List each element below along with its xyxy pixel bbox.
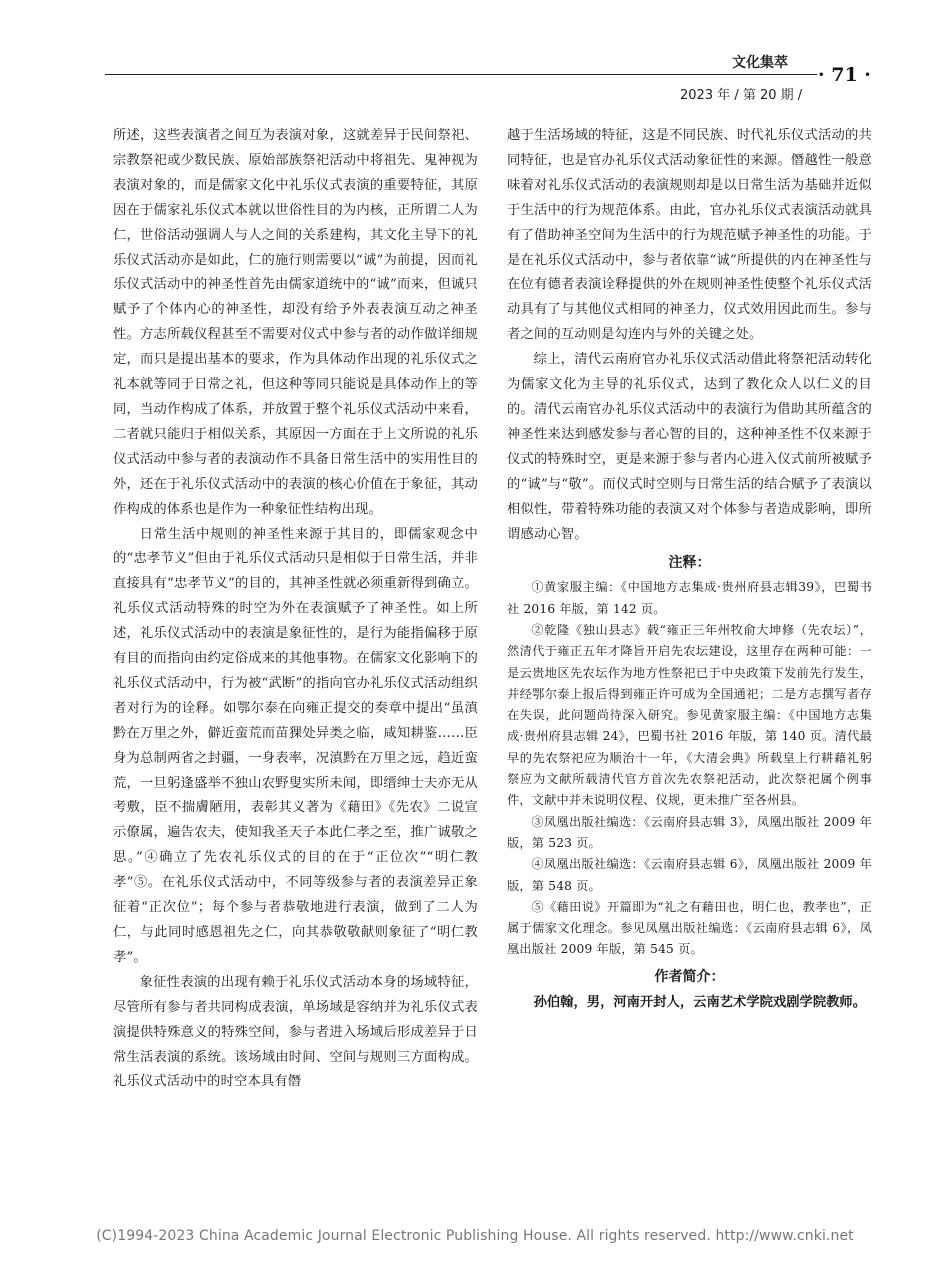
author-bio: 孙伯翰，男，河南开封人，云南艺术学院戏剧学院教师。: [533, 994, 867, 1010]
journal-name: 文化集萃: [732, 55, 788, 71]
page-header: [0, 0, 950, 110]
notes-heading: 注释：: [668, 555, 711, 572]
body-paragraph: 象征性表演的出现有赖于礼乐仪式活动本身的场域特征，尽管所有参与者共同构成表演，单场域是容纳并为礼乐仪式表演提供特殊意义的特殊空间，参与者进入场域后形成差异于日常生活表演的系统。该场域由时间、空间与规则三方面构成。礼乐仪式活动中的时空本具有僭: [113, 974, 478, 1090]
page-number: · 71 ·: [818, 64, 871, 86]
author-heading: 作者简介：: [654, 968, 725, 985]
right-column: [507, 124, 872, 1016]
copyright-footer: (C)1994-2023 China Academic Journal Electronic Publishing House. All rights reserved. http://www.cnki.net: [96, 1228, 854, 1244]
footnote-item: ⑤《藉田说》开篇即为“礼之有藉田也，明仁也，教孝也”，正属于儒家文化理念。参见凤凰出版社编选：《云南府县志辑 6》，凤凰出版社 2009 年版，第 545 页。: [507, 899, 872, 957]
left-column: [113, 124, 478, 1095]
issue-label: 2023 年 / 第 20 期 /: [680, 88, 803, 103]
footnote-item: ④凤凰出版社编选：《云南府县志辑 6》，凤凰出版社 2009 年版，第 548 页。: [507, 857, 872, 893]
body-paragraph: 越于生活场域的特征，这是不同民族、时代礼乐仪式活动的共同特征，也是官办礼乐仪式活动象征性的来源。僭越性一般意味着对礼乐仪式活动的表演规则却是以日常生活为基础并近似于生活中的行为规范体系。由此，官办礼乐仪式表演活动就具有了借助神圣空间为生活中的行为规范赋予神圣性的功能。于是在礼乐仪式活动中，参与者依靠“诚”所提供的内在神圣性与在位有德者表演诠释提供的外在规则神圣性使整个礼乐仪式活动具有了与其他仪式相同的神圣力，仪式效用因此而生。参与者之间的互动则是勾连内与外的关键之处。: [507, 128, 872, 343]
header-rule: [105, 74, 817, 75]
footnote-item: ②乾隆《独山县志》载“雍正三年州牧俞大坤修（先农坛）”，然清代于雍正五年才降旨开启先农坛建设，这里存在两种可能：一是云贵地区先农坛作为地方性祭祀已于中央政策下发前先行发生，并经鄂尔泰上报后得到雍正许可成为全国通祀；二是方志撰写者存在失误，此问题尚待深入研究。参见黄家服主编：《中国地方志集成·贵州府县志辑 24》，巴蜀书社 2016 年版，第 140 页。清代最早的先农祭祀应为顺治十一年，《大清会典》所载皇上行耕藉礼躬祭应为文献所载清代官方首次先农祭祀活动，此次祭祀属个例事件，文献中并未说明仪程、仪规，更未推广至各州县。: [507, 623, 872, 808]
body-paragraph: 日常生活中规则的神圣性来源于其目的，即儒家观念中的“忠孝节义”但由于礼乐仪式活动只是相似于日常生活，并非直接具有“忠孝节义”的目的，其神圣性就必须重新得到确立。礼乐仪式活动特殊的时空为外在表演赋予了神圣性。如上所述，礼乐仪式活动中的表演是象征性的，是行为能指偏移于原有目的而指向由约定俗成来的其他事物。在儒家文化影响下的礼乐仪式活动中，行为被“武断”的指向官办礼乐仪式活动组织者对行为的诠释。如鄂尔泰在向雍正提交的奏章中提出“虽滇黔在万里之外，僻近蛮荒而苗猓处异类之临，咸知耕鉴……臣身为总制两省之封疆，一身表率，况滇黔在万里之远，趋近蛮荒，一旦躬逢盛举不独山农野叟实所未闻，即缙绅士夫亦无从考敷，臣不揣膚陋用，表彰其义著为《藉田》《先农》二说宣示僚属，遍告农夫，使知我圣天子本此仁孝之至，推广诚敬之思。”④确立了先农礼乐仪式的目的在于“正位次”“明仁教孝”⑤。在礼乐仪式活动中，不同等级参与者的表演差异正象征着“正次位”；每个参与者恭敬地进行表演，做到了二人为仁，与此同时感恩祖先之仁，向其恭敬敬献则象征了“明仁教孝”。: [113, 526, 478, 965]
body-paragraph: 综上，清代云南府官办礼乐仪式活动借此将祭祀活动转化为儒家文化为主导的礼乐仪式，达到了教化众人以仁义的目的。清代云南官办礼乐仪式活动中的表演行为借助其所蕴含的神圣性来达到感发参与者心智的目的，这种神圣性不仅来源于仪式的特殊时空，更是来源于参与者内心进入仪式前所被赋予的“诚”与“敬”。而仪式时空则与日常生活的结合赋予了表演以相似性，带着特殊功能的表演又对个体参与者造成影响，即所谓感动心智。: [507, 352, 872, 542]
body-paragraph: 所述，这些表演者之间互为表演对象，这就差异于民间祭祀、宗教祭祀或少数民族、原始部族祭祀活动中将祖先、鬼神视为表演对象的，而是儒家文化中礼乐仪式表演的重要特征，其原因在于儒家礼乐仪式本就以世俗性目的为内核，正所谓二人为仁，世俗活动强调人与人之间的关系建构，其文化主导下的礼乐仪式活动亦是如此，仁的施行则需要以“诚”为前提，因而礼乐仪式活动中的神圣性首先由儒家道统中的“诚”而来，但诚只赋予了个体内心的神圣性，却没有给予外表表演互动之神圣性。方志所载仪程甚至不需要对仪式中参与者的动作做详细规定，而只是提出基本的要求，作为具体动作出现的礼乐仪式之礼本就等同于日常之礼，但这种等同只能说是具体动作上的等同，当动作构成了体系，并放置于整个礼乐仪式活动中来看，二者就只能归于相似关系，其原因一方面在于上文所说的礼乐仪式活动中参与者的表演动作不具备日常生活中的实用性目的外，还在于礼乐仪式活动中的表演的核心价值在于象征，其动作构成的体系也是作为一种象征性结构出现。: [113, 128, 478, 517]
footnote-item: ③凤凰出版社编选：《云南府县志辑 3》，凤凰出版社 2009 年版，第 523 页。: [507, 814, 872, 850]
footnote-item: ①黄家服主编：《中国地方志集成·贵州府县志辑39》，巴蜀书社 2016 年版，第 142 页。: [507, 580, 872, 616]
